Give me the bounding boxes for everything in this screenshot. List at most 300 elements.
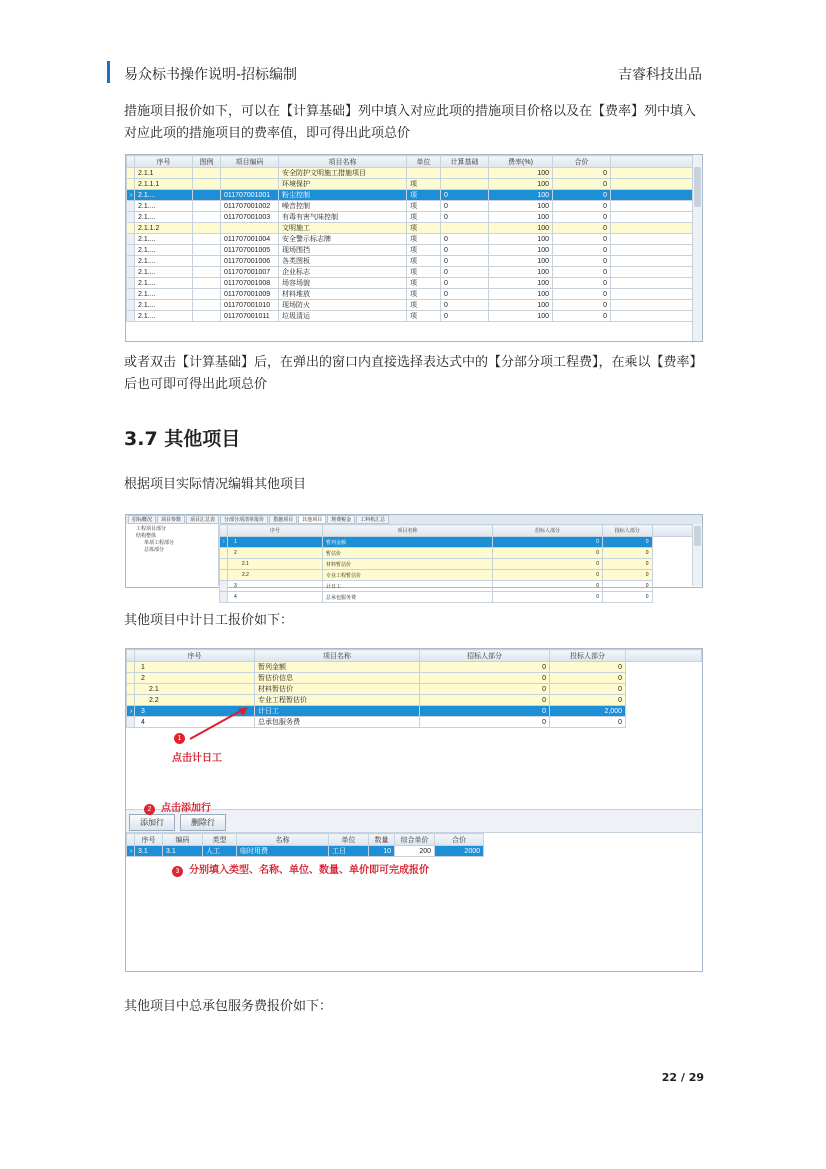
scrollbar[interactable] bbox=[692, 155, 702, 341]
cell-type[interactable]: 人工 bbox=[203, 846, 237, 857]
column-header[interactable]: 招标人部分 bbox=[493, 525, 603, 537]
cell-seq[interactable]: 2 bbox=[228, 548, 323, 559]
column-header[interactable]: 费率(%) bbox=[489, 156, 553, 168]
row-gutter: › bbox=[220, 537, 228, 548]
table-row[interactable] bbox=[127, 289, 702, 300]
cell-tenderer[interactable]: 0 bbox=[493, 559, 603, 570]
column-header[interactable]: 图例 bbox=[193, 156, 221, 168]
step-2-icon: 2 bbox=[144, 804, 155, 815]
cell-base[interactable]: 0 bbox=[441, 256, 489, 267]
tab-bar bbox=[126, 515, 702, 524]
cell-unit[interactable]: 项 bbox=[407, 223, 441, 234]
table-row[interactable] bbox=[127, 256, 702, 267]
cell-rate[interactable]: 100 bbox=[489, 212, 553, 223]
cell-tenderer[interactable]: 0 bbox=[493, 537, 603, 548]
table-row[interactable] bbox=[127, 201, 702, 212]
table-row[interactable] bbox=[220, 592, 702, 603]
cell-unit[interactable]: 项 bbox=[407, 201, 441, 212]
cell-name[interactable]: 材料暂估价 bbox=[255, 684, 420, 695]
filler-cell bbox=[611, 289, 702, 300]
row-gutter bbox=[127, 662, 135, 673]
column-header[interactable]: 单位 bbox=[329, 834, 369, 846]
table-row[interactable] bbox=[220, 548, 702, 559]
table-row[interactable] bbox=[127, 212, 702, 223]
cell-seq[interactable]: 2.1.1.2 bbox=[135, 223, 193, 234]
column-header[interactable]: 名称 bbox=[237, 834, 329, 846]
other-small-table bbox=[219, 524, 702, 603]
filler-cell bbox=[611, 190, 702, 201]
cell-rate[interactable]: 100 bbox=[489, 190, 553, 201]
cell-base[interactable]: 0 bbox=[441, 245, 489, 256]
column-header[interactable]: 投标人部分 bbox=[603, 525, 653, 537]
cell-total[interactable]: 0 bbox=[553, 179, 611, 190]
cell-rate[interactable]: 100 bbox=[489, 311, 553, 322]
row-gutter bbox=[127, 278, 135, 289]
cell-seq[interactable]: 4 bbox=[228, 592, 323, 603]
cell-base[interactable]: 0 bbox=[441, 267, 489, 278]
filler-head bbox=[626, 650, 702, 662]
cell-name[interactable]: 安全警示标志牌 bbox=[279, 234, 407, 245]
cell-code[interactable]: 011707001006 bbox=[221, 256, 279, 267]
cell-base[interactable]: 0 bbox=[441, 201, 489, 212]
cell-code[interactable]: 3.1 bbox=[163, 846, 203, 857]
cell-unit[interactable]: 项 bbox=[407, 311, 441, 322]
cell-code[interactable]: 011707001008 bbox=[221, 278, 279, 289]
cell-name[interactable]: 现场围挡 bbox=[279, 245, 407, 256]
cell-name[interactable]: 垃圾清运 bbox=[279, 311, 407, 322]
cell-seq[interactable]: 2.2 bbox=[228, 570, 323, 581]
cell-tenderer[interactable]: 0 bbox=[420, 706, 550, 717]
cell-legend[interactable] bbox=[193, 190, 221, 201]
row-gutter bbox=[127, 300, 135, 311]
cell-rate[interactable]: 100 bbox=[489, 223, 553, 234]
cell-code[interactable]: 011707001009 bbox=[221, 289, 279, 300]
row-gutter bbox=[220, 581, 228, 592]
cell-unit[interactable]: 工日 bbox=[329, 846, 369, 857]
annotation-click-add: 点击添加行 bbox=[161, 803, 211, 814]
cell-name[interactable]: 材料堆放 bbox=[279, 289, 407, 300]
cell-code[interactable]: 011707001005 bbox=[221, 245, 279, 256]
filler-cell bbox=[611, 256, 702, 267]
column-header[interactable]: 合价 bbox=[553, 156, 611, 168]
column-header[interactable]: 序号 bbox=[228, 525, 323, 537]
row-gutter bbox=[127, 289, 135, 300]
row-gutter bbox=[127, 267, 135, 278]
para-other: 根据项目实际情况编辑其他项目 bbox=[124, 477, 307, 492]
cell-bidder[interactable]: 0 bbox=[603, 592, 653, 603]
cell-legend[interactable] bbox=[193, 289, 221, 300]
row-gutter bbox=[220, 570, 228, 581]
cell-rate[interactable]: 100 bbox=[489, 256, 553, 267]
cell-legend[interactable] bbox=[193, 168, 221, 179]
cell-total[interactable]: 0 bbox=[553, 267, 611, 278]
cell-base[interactable]: 0 bbox=[441, 300, 489, 311]
cell-total: 2000 bbox=[435, 846, 484, 857]
table-row[interactable] bbox=[127, 662, 702, 673]
table-row[interactable] bbox=[220, 537, 702, 548]
cell-tenderer[interactable]: 0 bbox=[420, 673, 550, 684]
cell-seq[interactable]: 3.1 bbox=[135, 846, 163, 857]
column-header[interactable]: 综合单价 bbox=[395, 834, 435, 846]
tab-item[interactable]: 项目汇总表 bbox=[186, 515, 219, 524]
cell-unit[interactable]: 项 bbox=[407, 179, 441, 190]
row-gutter bbox=[127, 245, 135, 256]
other-screenshot bbox=[125, 514, 703, 601]
table-row[interactable] bbox=[127, 278, 702, 289]
row-gutter: › bbox=[127, 706, 135, 717]
cell-bidder[interactable]: 0 bbox=[603, 537, 653, 548]
cell-name[interactable]: 噪音控制 bbox=[279, 201, 407, 212]
table-row[interactable] bbox=[127, 234, 702, 245]
cell-unit[interactable]: 项 bbox=[407, 234, 441, 245]
cell-name[interactable]: 粉尘控制 bbox=[279, 190, 407, 201]
cell-rate[interactable]: 100 bbox=[489, 179, 553, 190]
column-header[interactable]: 单位 bbox=[407, 156, 441, 168]
row-gutter bbox=[220, 548, 228, 559]
cell-base[interactable]: 0 bbox=[441, 190, 489, 201]
table-row[interactable] bbox=[127, 673, 702, 684]
cell-total[interactable]: 0 bbox=[553, 201, 611, 212]
table-row[interactable] bbox=[127, 267, 702, 278]
cell-seq[interactable]: 2.1 bbox=[135, 684, 255, 695]
cell-legend[interactable] bbox=[193, 245, 221, 256]
cell-total[interactable]: 0 bbox=[553, 289, 611, 300]
cell-name[interactable]: 专业工程暂估价 bbox=[255, 695, 420, 706]
row-gutter bbox=[127, 684, 135, 695]
filler-cell bbox=[611, 278, 702, 289]
table-row[interactable] bbox=[127, 846, 484, 857]
cell-code[interactable] bbox=[221, 223, 279, 234]
cell-legend[interactable] bbox=[193, 278, 221, 289]
annotation-2 bbox=[144, 799, 211, 815]
column-header[interactable]: 编码 bbox=[163, 834, 203, 846]
cell-base[interactable] bbox=[441, 223, 489, 234]
cell-name[interactable]: 场容场貌 bbox=[279, 278, 407, 289]
cell-seq[interactable]: 3 bbox=[135, 706, 255, 717]
cell-total[interactable]: 0 bbox=[553, 245, 611, 256]
table-row[interactable] bbox=[127, 245, 702, 256]
cell-seq[interactable]: 4 bbox=[135, 717, 255, 728]
add-row-button[interactable]: 添加行 bbox=[129, 814, 175, 831]
tree-node[interactable]: 结构整体 bbox=[136, 533, 157, 539]
cell-unit[interactable]: 项 bbox=[407, 278, 441, 289]
cell-price[interactable]: 200 bbox=[395, 846, 435, 857]
cell-unit[interactable]: 项 bbox=[407, 245, 441, 256]
cell-seq[interactable]: 3 bbox=[228, 581, 323, 592]
cell-bidder[interactable]: 0 bbox=[603, 548, 653, 559]
cell-base[interactable]: 0 bbox=[441, 278, 489, 289]
cell-name[interactable]: 总承包服务费 bbox=[323, 592, 493, 603]
tab-item[interactable]: 规费税金 bbox=[327, 515, 355, 524]
column-header[interactable]: 招标人部分 bbox=[420, 650, 550, 662]
cell-name[interactable]: 材料暂估价 bbox=[323, 559, 493, 570]
cell-rate[interactable]: 100 bbox=[489, 234, 553, 245]
cell-tenderer[interactable]: 0 bbox=[420, 695, 550, 706]
cell-code[interactable] bbox=[221, 179, 279, 190]
table-row[interactable] bbox=[127, 684, 702, 695]
scrollbar[interactable] bbox=[692, 524, 702, 586]
cell-legend[interactable] bbox=[193, 311, 221, 322]
cell-total[interactable]: 0 bbox=[553, 212, 611, 223]
table-row[interactable] bbox=[127, 695, 702, 706]
step-3-icon: 3 bbox=[172, 866, 183, 877]
cell-rate[interactable]: 100 bbox=[489, 201, 553, 212]
cell-code[interactable] bbox=[221, 168, 279, 179]
cell-name[interactable]: 暂列金额 bbox=[323, 537, 493, 548]
cell-qty[interactable]: 10 bbox=[369, 846, 395, 857]
cell-legend[interactable] bbox=[193, 234, 221, 245]
cell-seq[interactable]: 2.2 bbox=[135, 695, 255, 706]
gutter-head bbox=[220, 525, 228, 537]
cell-seq[interactable]: 2.1.... bbox=[135, 212, 193, 223]
cell-name[interactable]: 暂估价信息 bbox=[255, 673, 420, 684]
para-general-contract: 其他项目中总承包服务费报价如下： bbox=[124, 999, 333, 1014]
cell-seq[interactable]: 2.1.... bbox=[135, 190, 193, 201]
cell-seq[interactable]: 2.1.... bbox=[135, 278, 193, 289]
delete-row-button[interactable]: 删除行 bbox=[180, 814, 226, 831]
filler-cell bbox=[611, 223, 702, 234]
cell-total[interactable]: 0 bbox=[553, 300, 611, 311]
cell-total[interactable]: 0 bbox=[553, 190, 611, 201]
column-header[interactable]: 项目编码 bbox=[221, 156, 279, 168]
cell-code[interactable]: 011707001003 bbox=[221, 212, 279, 223]
row-gutter bbox=[127, 695, 135, 706]
cell-code[interactable]: 011707001011 bbox=[221, 311, 279, 322]
column-header[interactable]: 项目名称 bbox=[255, 650, 420, 662]
column-header[interactable]: 项目名称 bbox=[279, 156, 407, 168]
cell-tenderer[interactable]: 0 bbox=[493, 570, 603, 581]
arrow-icon bbox=[188, 705, 250, 741]
cell-legend[interactable] bbox=[193, 256, 221, 267]
filler-cell bbox=[611, 179, 702, 190]
table-row[interactable] bbox=[127, 223, 702, 234]
cell-seq[interactable]: 2.1.... bbox=[135, 201, 193, 212]
page-number: 22 / 29 bbox=[661, 1071, 704, 1084]
cell-legend[interactable] bbox=[193, 179, 221, 190]
cell-bidder[interactable]: 0 bbox=[550, 684, 626, 695]
cell-name[interactable]: 暂列金额 bbox=[255, 662, 420, 673]
table-row[interactable] bbox=[127, 300, 702, 311]
row-gutter bbox=[220, 592, 228, 603]
tab-item[interactable]: 措施项目 bbox=[269, 515, 297, 524]
para-daywork: 其他项目中计日工报价如下： bbox=[124, 613, 294, 628]
doc-title: 易众标书操作说明-招标编制 bbox=[124, 67, 298, 83]
cell-seq[interactable]: 2.1.... bbox=[135, 256, 193, 267]
cell-legend[interactable] bbox=[193, 201, 221, 212]
cell-seq[interactable]: 2.1.... bbox=[135, 300, 193, 311]
tab-item[interactable]: 项目参数 bbox=[157, 515, 185, 524]
cell-legend[interactable] bbox=[193, 300, 221, 311]
row-gutter bbox=[127, 717, 135, 728]
project-tree bbox=[126, 524, 219, 586]
row-gutter bbox=[220, 559, 228, 570]
filler-cell bbox=[611, 234, 702, 245]
gutter-head bbox=[127, 156, 135, 168]
table-row[interactable] bbox=[127, 311, 702, 322]
cell-total[interactable]: 0 bbox=[553, 256, 611, 267]
column-header[interactable]: 类型 bbox=[203, 834, 237, 846]
scroll-thumb[interactable] bbox=[694, 526, 701, 546]
filler-cell bbox=[611, 300, 702, 311]
header-accent-bar bbox=[107, 61, 110, 83]
table-row[interactable] bbox=[220, 581, 702, 592]
cell-unit[interactable]: 项 bbox=[407, 256, 441, 267]
cell-seq[interactable]: 1 bbox=[228, 537, 323, 548]
tab-item[interactable]: 其他项目 bbox=[298, 515, 326, 524]
row-gutter bbox=[127, 179, 135, 190]
cell-seq[interactable]: 2 bbox=[135, 673, 255, 684]
cell-rate[interactable]: 100 bbox=[489, 168, 553, 179]
cell-tenderer[interactable]: 0 bbox=[420, 717, 550, 728]
cell-tenderer[interactable]: 0 bbox=[493, 581, 603, 592]
cell-code[interactable]: 011707001007 bbox=[221, 267, 279, 278]
cell-name[interactable]: 计日工 bbox=[255, 706, 420, 717]
cell-legend[interactable] bbox=[193, 212, 221, 223]
cell-unit[interactable]: 项 bbox=[407, 212, 441, 223]
cell-unit[interactable] bbox=[407, 168, 441, 179]
cell-base[interactable] bbox=[441, 179, 489, 190]
cell-tenderer[interactable]: 0 bbox=[420, 684, 550, 695]
cell-name[interactable]: 计日工 bbox=[323, 581, 493, 592]
cell-total[interactable]: 0 bbox=[553, 311, 611, 322]
cell-seq[interactable]: 2.1.... bbox=[135, 289, 193, 300]
table-row[interactable] bbox=[127, 168, 702, 179]
cell-total[interactable]: 0 bbox=[553, 234, 611, 245]
cell-unit[interactable]: 项 bbox=[407, 300, 441, 311]
cell-bidder[interactable]: 0 bbox=[550, 673, 626, 684]
cell-rate[interactable]: 100 bbox=[489, 245, 553, 256]
cell-unit[interactable]: 项 bbox=[407, 190, 441, 201]
scroll-thumb[interactable] bbox=[694, 167, 701, 207]
column-header[interactable]: 序号 bbox=[135, 650, 255, 662]
cell-legend[interactable] bbox=[193, 267, 221, 278]
cell-name[interactable]: 各类图板 bbox=[279, 256, 407, 267]
section-heading: 3.7 其他项目 bbox=[124, 428, 241, 450]
para-measures: 措施项目报价如下，可以在【计算基础】列中填入对应此项的措施项目价格以及在【费率】列中填入对应此项的措施项目的费率值，即可得出此项总价 bbox=[124, 104, 697, 141]
cell-legend[interactable] bbox=[193, 223, 221, 234]
tree-node[interactable]: 总体部分 bbox=[144, 547, 165, 553]
table-row[interactable] bbox=[220, 559, 702, 570]
cell-base[interactable]: 0 bbox=[441, 212, 489, 223]
row-gutter bbox=[127, 311, 135, 322]
cell-name[interactable]: 安全防护文明施工措施项目 bbox=[279, 168, 407, 179]
column-header[interactable]: 数量 bbox=[369, 834, 395, 846]
cell-name[interactable]: 暂估价 bbox=[323, 548, 493, 559]
filler-cell bbox=[611, 212, 702, 223]
cell-bidder[interactable]: 0 bbox=[603, 559, 653, 570]
filler-head bbox=[611, 156, 702, 168]
column-header[interactable]: 投标人部分 bbox=[550, 650, 626, 662]
cell-bidder[interactable]: 0 bbox=[550, 695, 626, 706]
column-header[interactable]: 计算基础 bbox=[441, 156, 489, 168]
cell-base[interactable]: 0 bbox=[441, 234, 489, 245]
cell-code[interactable]: 011707001004 bbox=[221, 234, 279, 245]
cell-name[interactable]: 有毒有害气味控制 bbox=[279, 212, 407, 223]
column-header[interactable]: 序号 bbox=[135, 834, 163, 846]
row-gutter bbox=[127, 234, 135, 245]
cell-code[interactable]: 011707001002 bbox=[221, 201, 279, 212]
cell-bidder[interactable]: 2,000 bbox=[550, 706, 626, 717]
cell-base[interactable]: 0 bbox=[441, 311, 489, 322]
cell-bidder[interactable]: 0 bbox=[603, 581, 653, 592]
table-row[interactable] bbox=[127, 179, 702, 190]
cell-seq[interactable]: 2.1 bbox=[228, 559, 323, 570]
cell-total[interactable]: 0 bbox=[553, 278, 611, 289]
cell-seq[interactable]: 2.1.... bbox=[135, 234, 193, 245]
cell-total[interactable]: 0 bbox=[553, 168, 611, 179]
filler-cell bbox=[611, 311, 702, 322]
cell-unit[interactable]: 项 bbox=[407, 267, 441, 278]
table-row[interactable] bbox=[220, 570, 702, 581]
cell-rate[interactable]: 100 bbox=[489, 278, 553, 289]
filler-cell bbox=[611, 267, 702, 278]
table-row[interactable] bbox=[127, 190, 702, 201]
column-header[interactable]: 序号 bbox=[135, 156, 193, 168]
cell-seq[interactable]: 2.1.1 bbox=[135, 168, 193, 179]
annotation-click-daywork: 点击计日工 bbox=[172, 753, 222, 764]
column-header[interactable]: 项目名称 bbox=[323, 525, 493, 537]
cell-name[interactable]: 文明施工 bbox=[279, 223, 407, 234]
cell-name[interactable]: 现场防火 bbox=[279, 300, 407, 311]
annotation-fill-in: 分别填入类型、名称、单位、数量、单价即可完成报价 bbox=[189, 865, 429, 876]
tree-node[interactable]: 单项工程部分 bbox=[144, 540, 175, 546]
row-gutter: › bbox=[127, 846, 135, 857]
cell-tenderer[interactable]: 0 bbox=[493, 592, 603, 603]
cell-unit[interactable]: 项 bbox=[407, 289, 441, 300]
cell-base[interactable]: 0 bbox=[441, 289, 489, 300]
cell-rate[interactable]: 100 bbox=[489, 289, 553, 300]
cell-bidder[interactable]: 0 bbox=[550, 662, 626, 673]
row-gutter bbox=[127, 256, 135, 267]
cell-seq[interactable]: 2.1.... bbox=[135, 311, 193, 322]
cell-rate[interactable]: 100 bbox=[489, 267, 553, 278]
step-1-icon: 1 bbox=[174, 733, 185, 744]
cell-name[interactable]: 环境保护 bbox=[279, 179, 407, 190]
tab-item[interactable]: 分部分项清单报价 bbox=[220, 515, 268, 524]
cell-rate[interactable]: 100 bbox=[489, 300, 553, 311]
column-header[interactable]: 合价 bbox=[435, 834, 484, 846]
cell-name[interactable]: 总承包服务费 bbox=[255, 717, 420, 728]
cell-seq[interactable]: 2.1.... bbox=[135, 245, 193, 256]
row-gutter bbox=[127, 168, 135, 179]
row-gutter bbox=[127, 212, 135, 223]
tab-item[interactable]: 工料机汇总 bbox=[356, 515, 389, 524]
tree-node[interactable]: 工程项目部分 bbox=[136, 526, 167, 532]
cell-total[interactable]: 0 bbox=[553, 223, 611, 234]
cell-name[interactable]: 专业工程暂估价 bbox=[323, 570, 493, 581]
cell-name[interactable]: 临时用费 bbox=[237, 846, 329, 857]
cell-tenderer[interactable]: 0 bbox=[493, 548, 603, 559]
cell-seq[interactable]: 2.1.1.1 bbox=[135, 179, 193, 190]
gutter-head bbox=[127, 650, 135, 662]
filler-cell bbox=[611, 245, 702, 256]
measures-table bbox=[126, 155, 702, 322]
cell-code[interactable]: 011707001001 bbox=[221, 190, 279, 201]
cell-base[interactable] bbox=[441, 168, 489, 179]
cell-tenderer[interactable]: 0 bbox=[420, 662, 550, 673]
cell-name[interactable]: 企业标志 bbox=[279, 267, 407, 278]
tab-item[interactable]: 招标概况 bbox=[128, 515, 156, 524]
cell-bidder[interactable]: 0 bbox=[603, 570, 653, 581]
measures-screenshot bbox=[125, 154, 703, 342]
row-gutter bbox=[127, 201, 135, 212]
row-gutter bbox=[127, 223, 135, 234]
cell-code[interactable]: 011707001010 bbox=[221, 300, 279, 311]
cell-seq[interactable]: 1 bbox=[135, 662, 255, 673]
cell-bidder[interactable]: 0 bbox=[550, 717, 626, 728]
cell-seq[interactable]: 2.1.... bbox=[135, 267, 193, 278]
para-expression: 或者双击【计算基础】后，在弹出的窗口内直接选择表达式中的【分部分项工程费】，在乘以【费率】后也可即可得出此项总价 bbox=[124, 355, 703, 392]
